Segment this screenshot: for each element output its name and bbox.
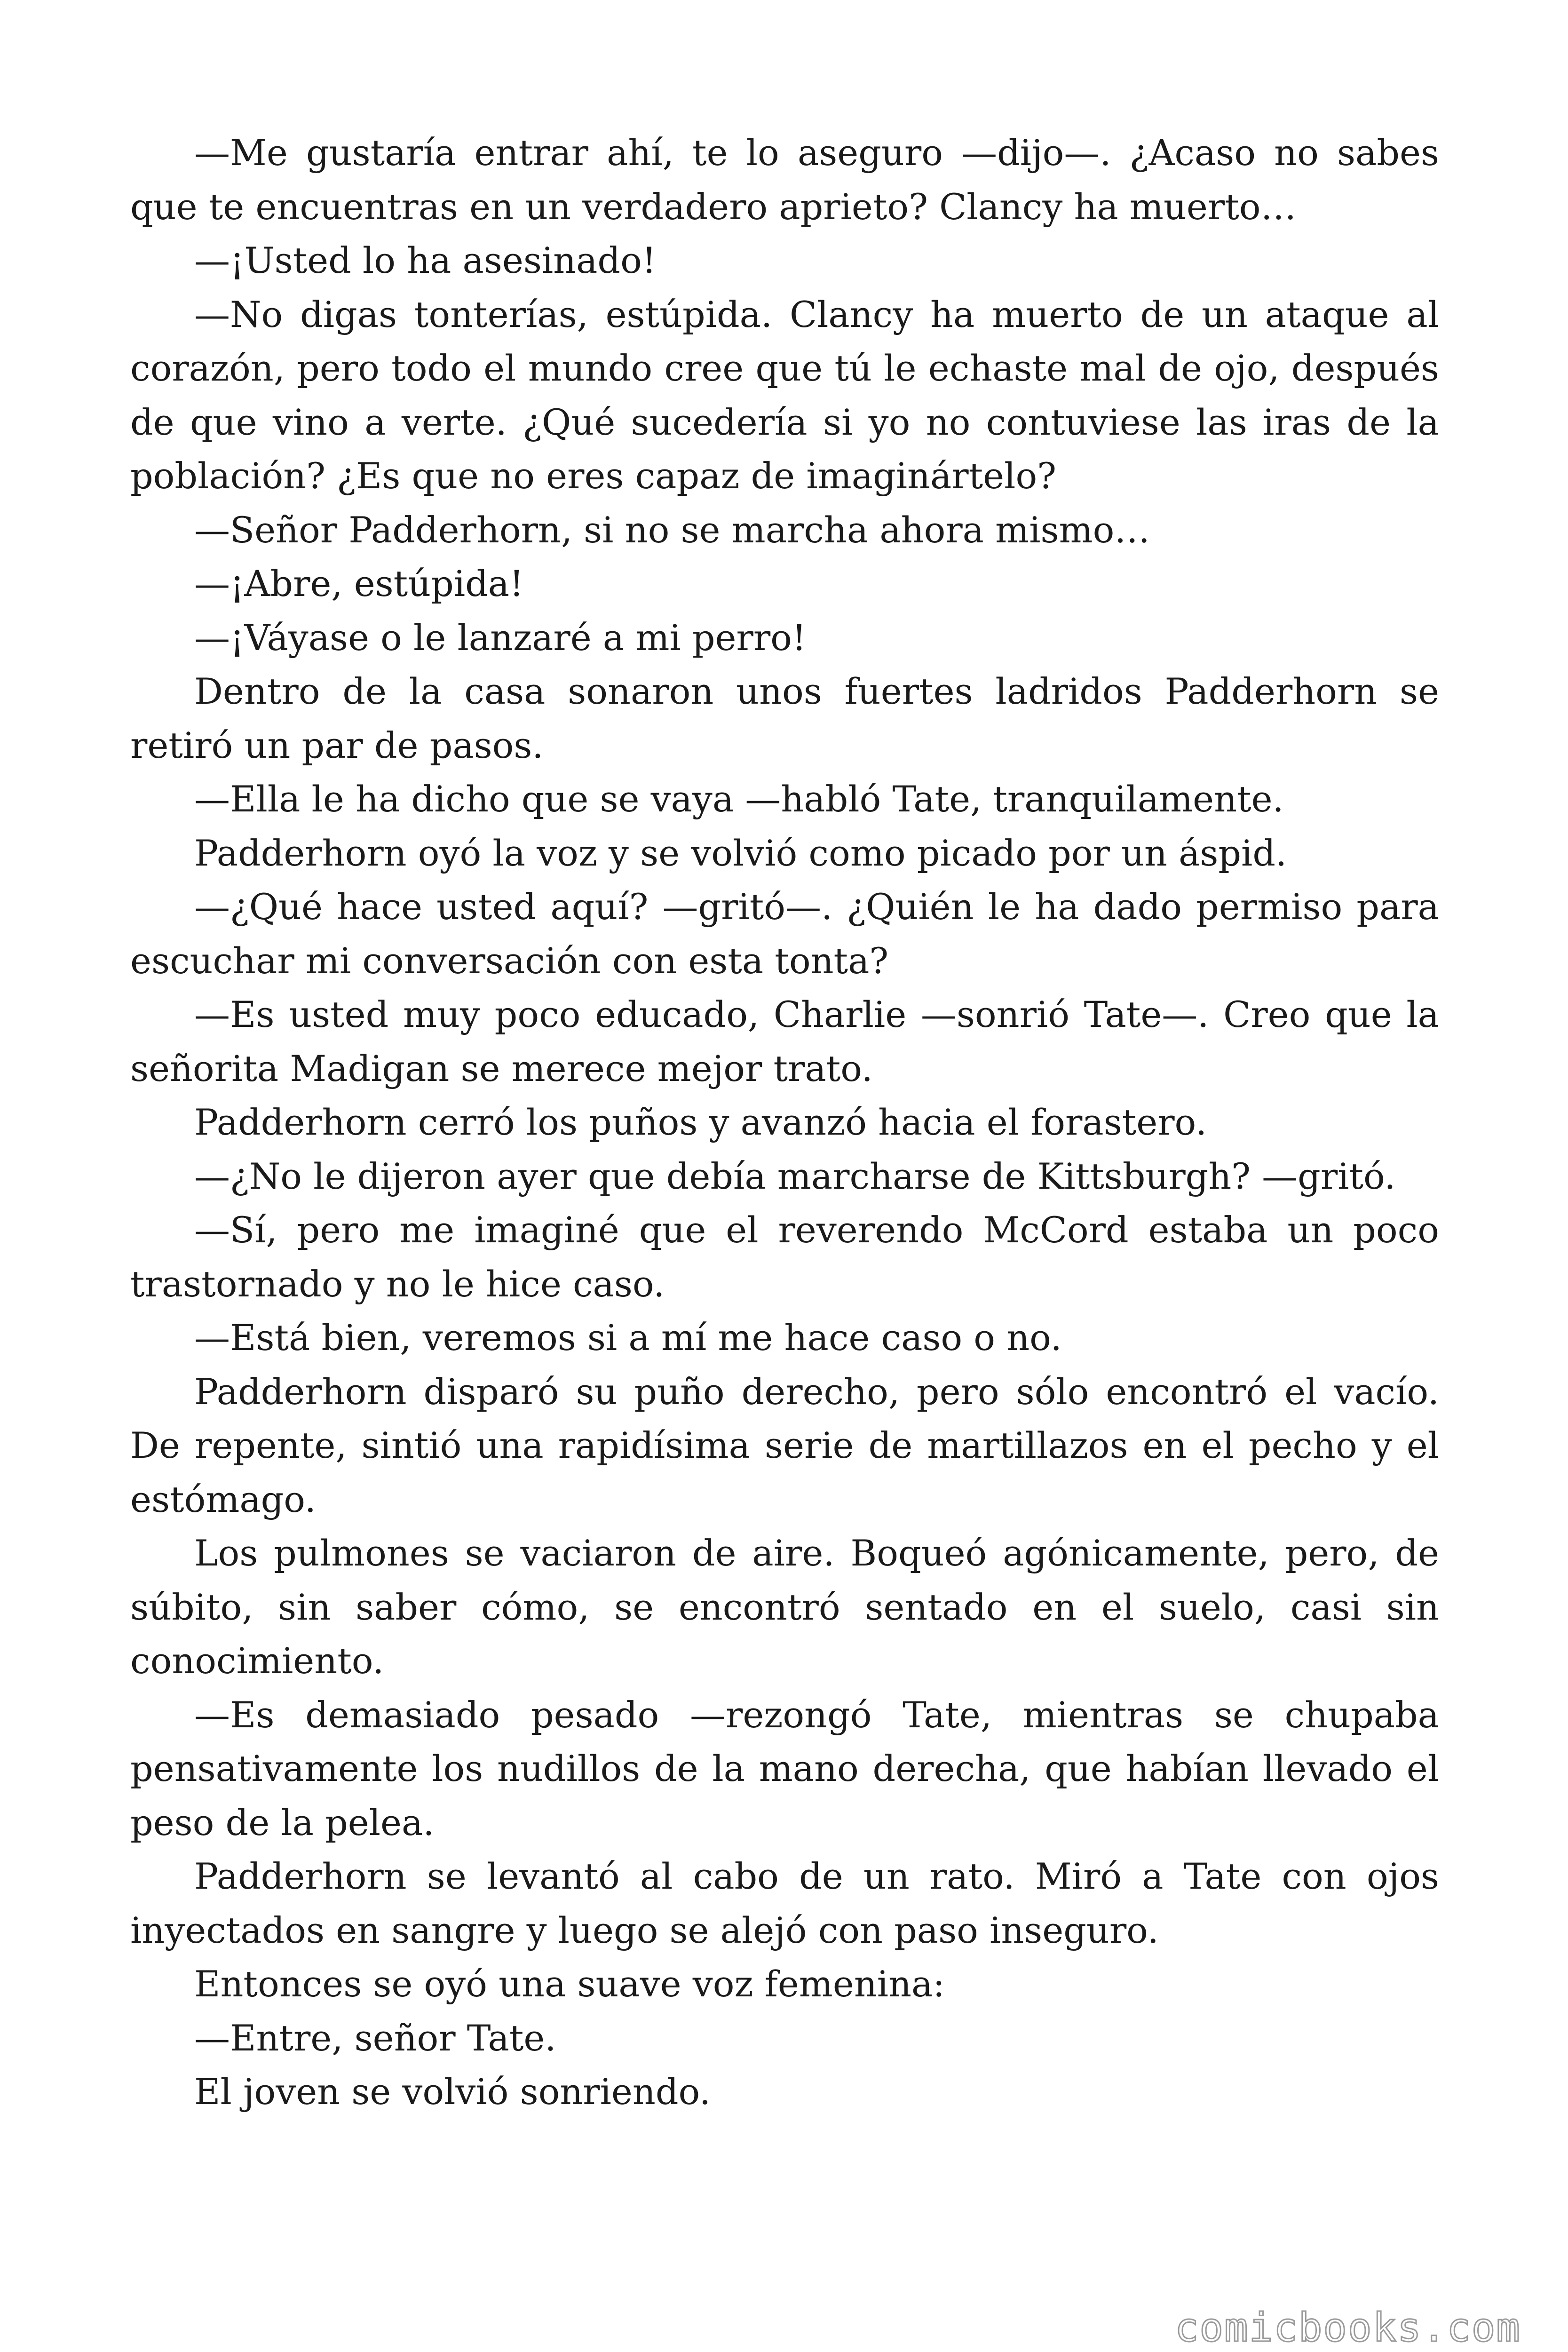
paragraph: —Está bien, veremos si a mí me hace caso o no. xyxy=(194,1317,1062,1359)
paragraph: —Me gustaría entrar ahí, te lo aseguro —dijo—. ¿Acaso no sabes que te encuentras en un verdadero aprieto? Clancy ha muerto… xyxy=(130,132,1439,228)
paragraph: Padderhorn disparó su puño derecho, pero sólo encontró el vacío. De repente, sintió una rapidísima serie de martillazos en el pecho y el estómago. xyxy=(130,1370,1439,1520)
paragraph: Padderhorn oyó la voz y se volvió como picado por un áspid. xyxy=(194,832,1287,874)
paragraph: —No digas tonterías, estúpida. Clancy ha muerto de un ataque al corazón, pero todo el mundo cree que tú le echaste mal de ojo, después de que vino a verte. ¿Qué sucedería si yo no contuviese las iras de la población? ¿Es que no eres capaz de imaginártelo? xyxy=(130,293,1439,497)
paragraph: —¡Usted lo ha asesinado! xyxy=(194,239,657,281)
paragraph: —Señor Padderhorn, si no se marcha ahora mismo… xyxy=(194,509,1150,551)
paragraph: —¿Qué hace usted aquí? —gritó—. ¿Quién le ha dado permiso para escuchar mi conversación con esta tonta? xyxy=(130,886,1439,982)
paragraph: Padderhorn cerró los puños y avanzó hacia el forastero. xyxy=(194,1101,1207,1143)
paragraph: —Sí, pero me imaginé que el reverendo McCord estaba un poco trastornado y no le hice caso. xyxy=(130,1209,1439,1305)
paragraph: —Ella le ha dicho que se vaya —habló Tate, tranquilamente. xyxy=(194,778,1284,820)
paragraph: —Es demasiado pesado —rezongó Tate, mientras se chupaba pensativamente los nudillos de la mano derecha, que habían llevado el peso de la pelea. xyxy=(130,1693,1439,1843)
paragraph: El joven se volvió sonriendo. xyxy=(194,2071,711,2113)
paragraph: Padderhorn se levantó al cabo de un rato. Miró a Tate con ojos inyectados en sangre y luego se alejó con paso inseguro. xyxy=(130,1855,1439,1951)
paragraph: —Entre, señor Tate. xyxy=(194,2017,556,2059)
paragraph: —¡Abre, estúpida! xyxy=(194,563,524,604)
page-body-text xyxy=(130,126,1439,2119)
watermark-text: comicbooks.com xyxy=(1174,2304,1521,2351)
paragraph: —Es usted muy poco educado, Charlie —sonrió Tate—. Creo que la señorita Madigan se merece mejor trato. xyxy=(130,993,1439,1089)
paragraph: Los pulmones se vaciaron de aire. Boqueó agónicamente, pero, de súbito, sin saber cómo, se encontró sentado en el suelo, casi sin conocimiento. xyxy=(130,1532,1439,1682)
paragraph: Dentro de la casa sonaron unos fuertes ladridos Padderhorn se retiró un par de pasos. xyxy=(130,670,1439,766)
paragraph: —¡Váyase o le lanzaré a mi perro! xyxy=(194,616,807,659)
paragraph: —¿No le dijeron ayer que debía marcharse de Kittsburgh? —gritó. xyxy=(194,1155,1396,1197)
paragraph: Entonces se oyó una suave voz femenina: xyxy=(194,1963,945,2005)
